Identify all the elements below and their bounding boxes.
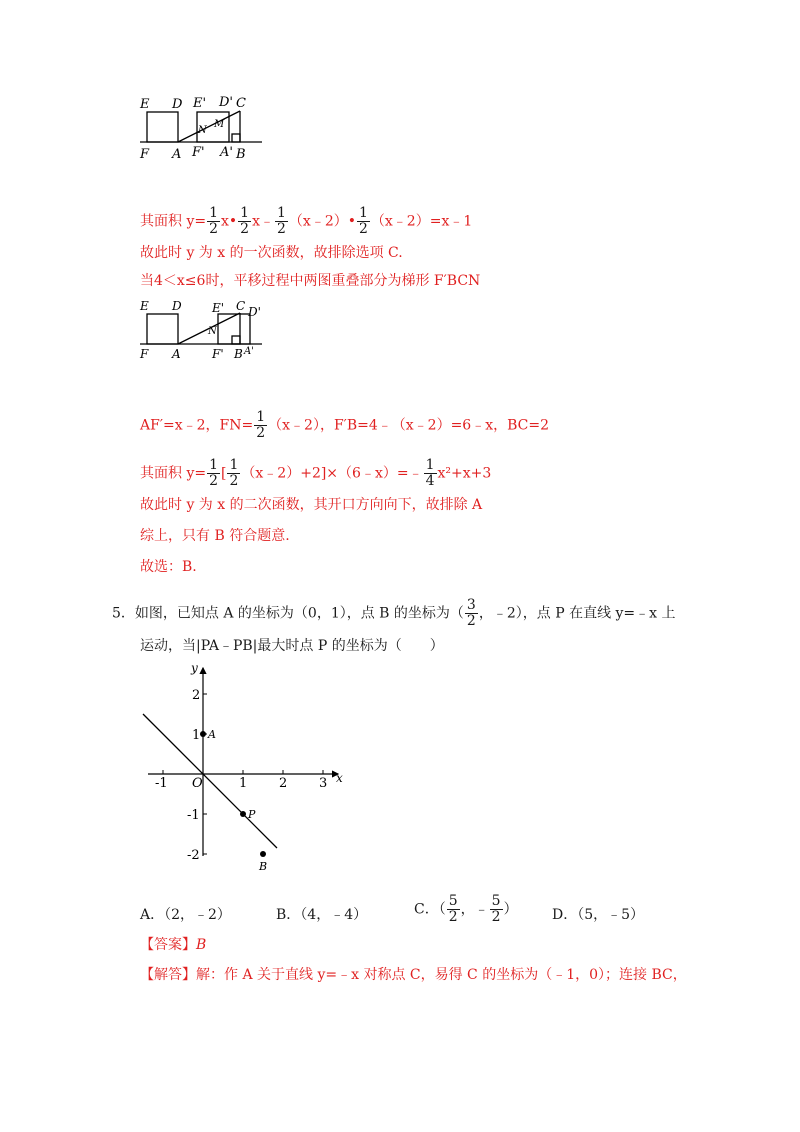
fraction: $\frac{1}{2}$	[358, 205, 368, 237]
linear-conclusion: 故此时 y 为 x 的一次函数，故排除选项 C.	[140, 245, 403, 261]
label-D-prime: D'	[219, 95, 233, 110]
figure-translation-1	[136, 92, 266, 164]
area-formula-2: 其面积 y= $\frac{1}{2}$ [ $\frac{1}{2}$ （x﹣2）+2]×（6﹣x）=﹣ $\frac{1}{4}$ x²+x+3	[140, 457, 492, 489]
label-B: B	[234, 347, 243, 361]
option-a[interactable]: A．（2，﹣2）	[140, 907, 231, 923]
analysis-tag: 【解答】	[140, 967, 196, 983]
x-tick-label: 1	[239, 776, 248, 791]
coordinate-graph	[130, 660, 350, 870]
x-tick-label: 3	[319, 776, 328, 791]
label-E: E	[140, 97, 150, 112]
point-label-P: P	[248, 808, 256, 821]
x-axis-label: x	[336, 771, 343, 785]
label-A: A	[172, 347, 181, 361]
label-A-prime: A'	[244, 346, 254, 357]
label-D: D	[172, 299, 182, 313]
label-A-prime: A'	[220, 145, 233, 160]
fraction: $\frac{5}{2}$	[448, 893, 458, 925]
point-A	[200, 731, 206, 737]
label-C: C	[236, 299, 246, 313]
label-F: F	[140, 347, 149, 361]
label-C: C	[236, 96, 246, 111]
fraction: $\frac{1}{2}$	[209, 457, 219, 489]
answer-value: B	[196, 937, 207, 953]
fraction: $\frac{1}{2}$	[256, 409, 266, 441]
fraction: $\frac{5}{2}$	[491, 893, 501, 925]
question-5-text: 5．如图，已知点 A 的坐标为（0，1），点 B 的坐标为（ $\frac{3}{2}$ ，﹣2），点 P 在直线 y=﹣x 上	[112, 597, 676, 629]
figure-translation-2	[136, 296, 266, 362]
fraction: $\frac{1}{2}$	[277, 205, 286, 237]
label-F-prime: F'	[192, 145, 205, 160]
analysis-text: 解：作 A 关于直线 y=﹣x 对称点 C，易得 C 的坐标为（﹣1，0）；连接 BC，	[196, 967, 687, 983]
y-tick-label: -2	[187, 848, 200, 863]
x-tick-label: 2	[279, 776, 288, 791]
summary-line: 综上，只有 B 符合题意.	[140, 528, 290, 544]
option-c[interactable]: C．（ $\frac{5}{2}$ ，﹣ $\frac{5}{2}$ ）	[414, 893, 518, 925]
fraction: $\frac{3}{2}$	[466, 597, 476, 629]
option-b[interactable]: B．（4，﹣4）	[276, 907, 368, 923]
label-E-prime: E'	[193, 96, 207, 111]
y-tick-label: -1	[187, 808, 200, 823]
question-5-text-line2: 运动，当|PA﹣PB|最大时点 P 的坐标为（ ）	[140, 638, 444, 654]
point-label-A: A	[208, 728, 216, 741]
point-P	[240, 811, 246, 817]
segment-lengths: AF′=x﹣2，FN= $\frac{1}{2}$ （x﹣2），F′B=4﹣（x﹣2）=6﹣x，BC=2	[140, 409, 550, 441]
answer-tag: 【答案】	[140, 937, 196, 953]
label-M: M	[214, 119, 225, 130]
label-F: F	[140, 147, 150, 162]
label-D-prime: D'	[248, 305, 261, 319]
x-tick-label: -1	[155, 776, 168, 791]
point-B	[260, 851, 266, 857]
label-B: B	[236, 147, 246, 162]
area-formula-1: 其面积 y= $\frac{1}{2}$ x• $\frac{1}{2}$ x﹣ $\frac{1}{2}$ （x﹣2）• $\frac{1}{2}$ （x﹣2）=x﹣1	[140, 205, 473, 237]
y-tick-label: 2	[192, 688, 201, 703]
y-tick-label: 1	[192, 728, 201, 743]
label-E-prime: E'	[212, 301, 225, 315]
choice-line: 故选：B.	[140, 559, 197, 575]
fraction: $\frac{1}{4}$	[425, 457, 435, 489]
fraction: $\frac{1}{2}$	[229, 457, 239, 489]
y-axis-label: y	[191, 661, 198, 675]
label-E: E	[140, 299, 149, 313]
point-label-B: B	[259, 860, 268, 870]
quadratic-conclusion: 故此时 y 为 x 的二次函数，其开口方向向下，故排除 A	[140, 497, 483, 513]
label-N: N	[208, 326, 217, 337]
label-D: D	[172, 97, 183, 112]
label-F-prime: F'	[212, 347, 224, 361]
label-N: N	[198, 125, 207, 136]
case-description: 当4＜x≤6时，平移过程中两图重叠部分为梯形 F′BCN	[140, 273, 481, 289]
fraction: $\frac{1}{2}$	[209, 205, 219, 237]
answer-line	[140, 936, 206, 954]
analysis-line	[140, 966, 687, 984]
label-A: A	[172, 147, 182, 162]
origin-label: O	[192, 776, 203, 791]
fraction: $\frac{1}{2}$	[240, 205, 250, 237]
option-d[interactable]: D．（5，﹣5）	[552, 907, 645, 923]
